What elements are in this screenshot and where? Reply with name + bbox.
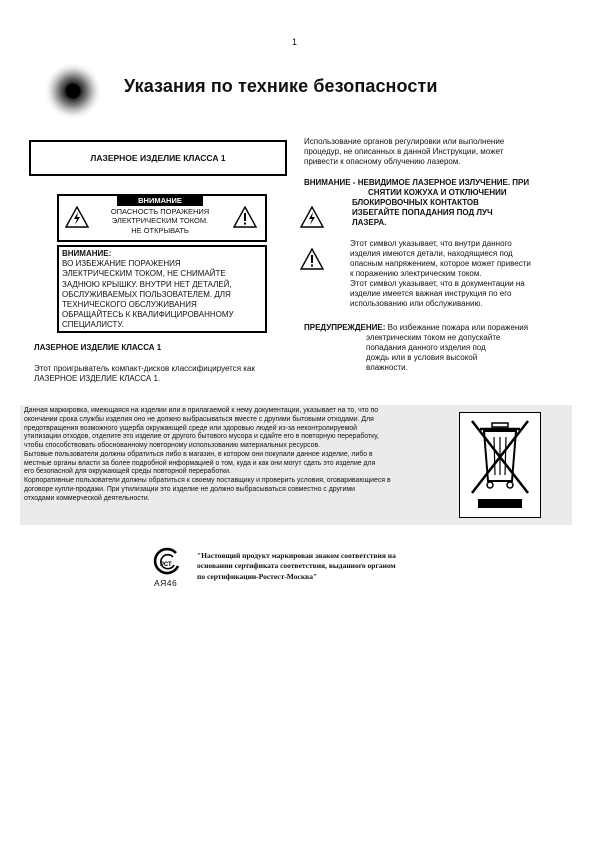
shock-warning-line: ВО ИЗБЕЖАНИЕ ПОРАЖЕНИЯ bbox=[62, 259, 181, 269]
symbols-line: опасным напряжением, которое может привести bbox=[350, 259, 531, 268]
gost-line: основании сертификата соответствия, выданного органом bbox=[197, 561, 396, 571]
weee-line: Бытовые пользователи должны обратиться либо в магазин, в котором они покупали данное изделие, либо в bbox=[24, 450, 373, 458]
lightning-warning-icon bbox=[300, 206, 324, 228]
laser-class-box bbox=[29, 140, 287, 176]
weee-line: отходами коммерческой деятельности. bbox=[24, 494, 150, 502]
exclamation-warning-icon bbox=[300, 248, 324, 270]
symbols-line: Этот символ указывает, что внутри данного bbox=[350, 239, 512, 248]
fire-caution-line: дождь или в условия высокой bbox=[366, 353, 478, 362]
symbols-line: изделие имеется важная инструкция по его bbox=[350, 289, 512, 298]
symbols-line: к поражению электрическим током. bbox=[350, 269, 482, 278]
class1-line: ЛАЗЕРНОЕ ИЗДЕЛИЕ КЛАССА 1. bbox=[34, 374, 161, 383]
weee-line: чтобы способствовать обоснованному повторному использованию материальных ресурсов. bbox=[24, 442, 321, 449]
shock-warning-line: ОБСЛУЖИВАЕМЫХ ПОЛЬЗОВАТЕЛЕМ. ДЛЯ bbox=[62, 289, 231, 299]
caution-box-text bbox=[97, 196, 223, 235]
gost-line: "Настоящий продукт маркирован знаком соответствия на bbox=[197, 551, 396, 560]
caution-line: ОПАСНОСТЬ ПОРАЖЕНИЯ bbox=[110, 206, 210, 216]
gost-line: по сертификации-Ростест-Москва" bbox=[197, 571, 318, 581]
weee-symbol-box bbox=[459, 412, 541, 518]
symbols-line: Этот символ указывает, что в документации на bbox=[350, 279, 525, 288]
fire-caution bbox=[304, 323, 579, 373]
laser-warning-line: ЛАЗЕРА. bbox=[352, 218, 387, 227]
weee-line: окончании срока службы изделия оно не должно выбрасываться вместе с другими бытовыми отходами. Для bbox=[24, 415, 374, 423]
caution-heading: ВНИМАНИЕ bbox=[117, 196, 203, 206]
page-number: 1 bbox=[292, 37, 298, 47]
laser-class-label: ЛАЗЕРНОЕ ИЗДЕЛИЕ КЛАССА 1 bbox=[90, 153, 226, 163]
shock-warning-heading: ВНИМАНИЕ: bbox=[62, 249, 112, 258]
class1-heading: ЛАЗЕРНОЕ ИЗДЕЛИЕ КЛАССА 1 bbox=[34, 343, 162, 352]
shock-warning-line: ТЕХНИЧЕСКОГО ОБСЛУЖИВАНИЯ bbox=[62, 300, 197, 310]
controls-line: процедур, не описанных в данной Инструкции, может bbox=[304, 147, 504, 156]
weee-line: Данная маркировка, имеющаяся на изделии или в прилагаемой к нему документации, указывает на то, что по bbox=[24, 407, 379, 414]
shock-warning-line: ЗАДНЮЮ КРЫШКУ. ВНУТРИ НЕТ ДЕТАЛЕЙ, bbox=[62, 279, 232, 289]
laser-warning-line: ВНИМАНИЕ - НЕВИДИМОЕ ЛАЗЕРНОЕ ИЗЛУЧЕНИЕ. ПРИ bbox=[304, 178, 530, 187]
fire-caution-label: ПРЕДУПРЕЖДЕНИЕ: bbox=[304, 323, 386, 332]
shock-warning-line: ЭЛЕКТРИЧЕСКИМ ТОКОМ, НЕ СНИМАЙТЕ bbox=[62, 269, 226, 279]
weee-text bbox=[24, 407, 436, 503]
controls-text bbox=[304, 137, 574, 167]
exclamation-warning-icon bbox=[233, 206, 257, 228]
gost-certificate-text bbox=[197, 551, 447, 582]
symbols-explanation bbox=[350, 239, 580, 309]
laser-warning-line: СНЯТИИ КОЖУХА И ОТКЛЮЧЕНИИ bbox=[368, 188, 507, 197]
caution-line: ЭЛЕКТРИЧЕСКИМ ТОКОМ. bbox=[111, 216, 209, 226]
laser-warning-line: БЛОКИРОВОЧНЫХ КОНТАКТОВ bbox=[352, 198, 479, 207]
crossed-bin-icon bbox=[460, 413, 540, 517]
laser-radiation-warning bbox=[304, 178, 579, 228]
fire-caution-line: попадания данного изделия под bbox=[366, 343, 486, 352]
lightning-warning-icon bbox=[65, 206, 89, 228]
symbols-line: использованию или обслуживанию. bbox=[350, 299, 483, 308]
weee-line: утилизации отходов, отделите это изделие от другого бытового мусора и сдайте его в повторную переработку, bbox=[24, 433, 379, 441]
controls-line: Использование органов регулировки или выполнение bbox=[304, 137, 505, 146]
class1-text bbox=[34, 364, 299, 384]
weee-line: местные органы власти за более подробной информацией о том, куда и как они могут сдать это изделие для bbox=[24, 459, 376, 467]
weee-line: предотвращения возможного ущерба окружающей среде или здоровью людей из-за неконтролируемой bbox=[24, 424, 358, 432]
shock-warning-line: ОБРАЩАЙТЕСЬ К КВАЛИФИЦИРОВАННОМУ bbox=[62, 310, 234, 320]
fire-caution-line: электрическим током не допускайте bbox=[366, 333, 501, 342]
gost-certification-icon bbox=[152, 547, 182, 577]
gost-mark: РСТ bbox=[160, 562, 172, 568]
fire-caution-line: Во избежание пожара или поражения bbox=[387, 323, 529, 332]
page-title: Указания по технике безопасности bbox=[124, 76, 438, 96]
gost-code: АЯ46 bbox=[154, 578, 178, 588]
weee-line: Корпоративные пользователи должны обратиться к своему поставщику и проверить условия, оговаривающиеся в bbox=[24, 477, 391, 484]
weee-line: договоре купли-продажи. При утилизации это изделие не должно выбрасываться совместно с другими bbox=[24, 485, 355, 493]
fire-caution-line: влажности. bbox=[366, 363, 408, 372]
laser-warning-line: ИЗБЕГАЙТЕ ПОПАДАНИЯ ПОД ЛУЧ bbox=[352, 208, 493, 217]
controls-line: привести к опасному облучению лазером. bbox=[304, 157, 461, 166]
shock-warning-box bbox=[57, 245, 267, 333]
class1-line: Этот проигрыватель компакт-дисков классифицируется как bbox=[34, 364, 255, 373]
shock-warning-line: СПЕЦИАЛИСТУ. bbox=[62, 320, 124, 330]
caution-line: НЕ ОТКРЫВАТЬ bbox=[131, 225, 189, 235]
disc-logo-icon bbox=[44, 62, 102, 120]
weee-line: его безопасной для окружающей среды повторной переработки. bbox=[24, 468, 231, 476]
symbols-line: изделия имеются детали, находящиеся под bbox=[350, 249, 513, 258]
